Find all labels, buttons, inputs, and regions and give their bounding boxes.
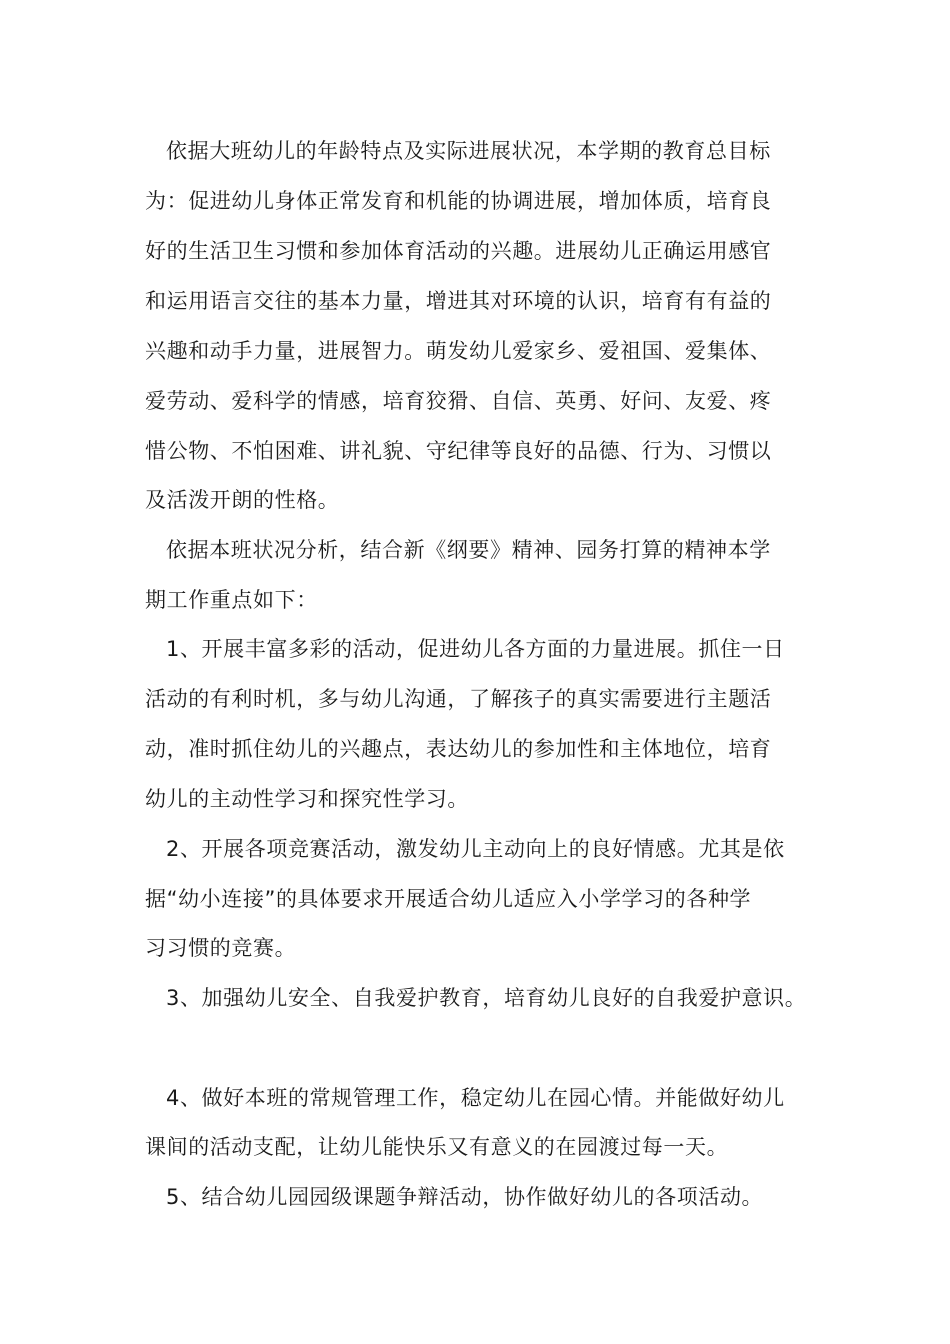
list-item-line: 据“幼小连接”的具体要求开展适合幼儿适应入小学学习的各种学 — [145, 887, 752, 911]
paragraph-line: 好的生活卫生习惯和参加体育活动的兴趣。进展幼儿正确运用感官 — [145, 239, 772, 263]
paragraph-line: 依据大班幼儿的年龄特点及实际进展状况，本学期的教育总目标 — [166, 139, 771, 163]
list-item-line: 1、开展丰富多彩的活动，促进幼儿各方面的力量进展。抓住一日 — [166, 637, 785, 661]
list-item-line: 习习惯的竞赛。 — [145, 936, 297, 960]
list-item-line: 3、加强幼儿安全、自我爱护教育，培育幼儿良好的自我爱护意识。 — [166, 986, 807, 1010]
paragraph-line: 爱劳动、爱科学的情感，培育狡猾、自信、英勇、好问、友爱、疼 — [145, 389, 772, 413]
list-item-line: 2、开展各项竞赛活动，激发幼儿主动向上的良好情感。尤其是依 — [166, 837, 785, 861]
paragraph-line: 为：促进幼儿身体正常发育和机能的协调进展，增加体质，培育良 — [145, 189, 772, 213]
paragraph-line: 和运用语言交往的基本力量，增进其对环境的认识，培育有有益的 — [145, 289, 772, 313]
list-item-line: 活动的有利时机，多与幼儿沟通，了解孩子的真实需要进行主题活 — [145, 687, 772, 711]
paragraph-line: 及活泼开朗的性格。 — [145, 488, 340, 512]
list-item-line: 5、结合幼儿园园级课题争辩活动，协作做好幼儿的各项活动。 — [166, 1185, 764, 1209]
paragraph-line: 期工作重点如下： — [145, 588, 318, 612]
paragraph-line: 兴趣和动手力量，进展智力。萌发幼儿爱家乡、爱祖国、爱集体、 — [145, 339, 772, 363]
list-item-line: 动，准时抓住幼儿的兴趣点，表达幼儿的参加性和主体地位，培育 — [145, 737, 772, 761]
list-item-line: 幼儿的主动性学习和探究性学习。 — [145, 787, 469, 811]
list-item-line: 4、做好本班的常规管理工作，稳定幼儿在园心情。并能做好幼儿 — [166, 1086, 785, 1110]
paragraph-line: 依据本班状况分析，结合新《纲要》精神、园务打算的精神本学 — [166, 538, 771, 562]
list-item-line: 课间的活动支配，让幼儿能快乐又有意义的在园渡过每一天。 — [145, 1135, 729, 1159]
paragraph-line: 惜公物、不怕困难、讲礼貌、守纪律等良好的品德、行为、习惯以 — [145, 439, 772, 463]
